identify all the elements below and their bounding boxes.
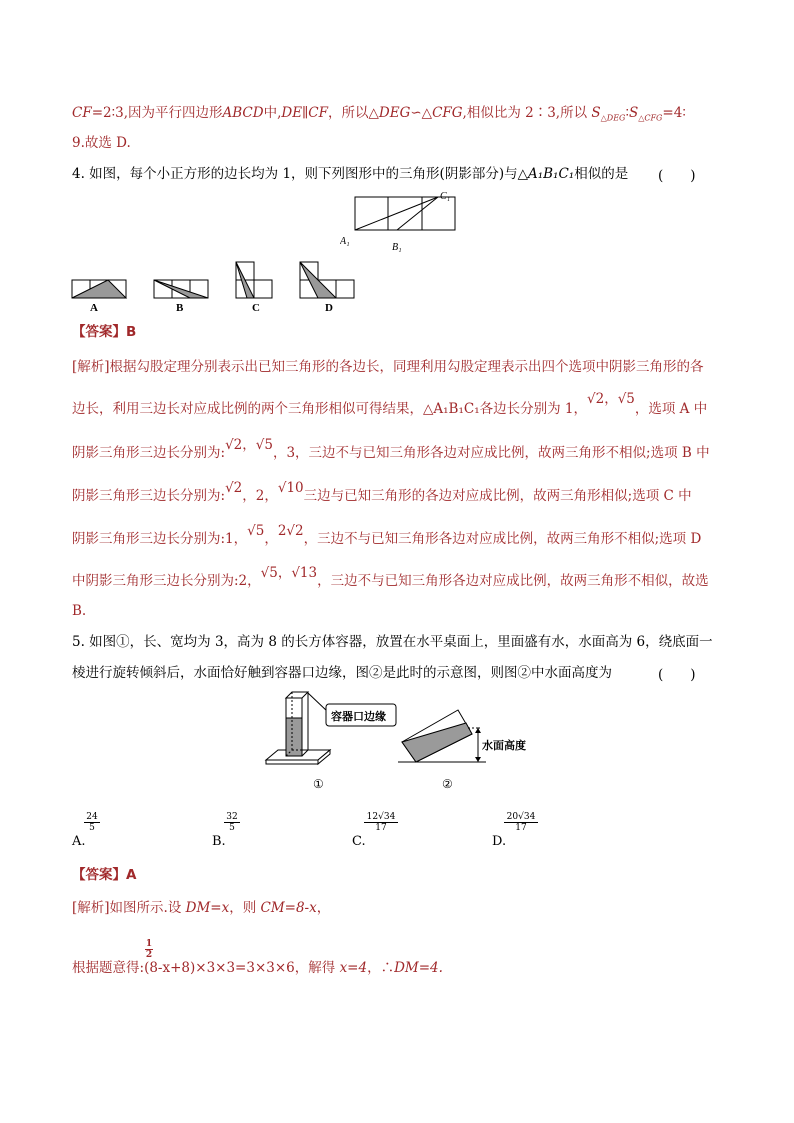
text: ，	[264, 531, 278, 547]
q5-option-b-fraction	[224, 812, 240, 833]
text-var: S	[628, 105, 639, 121]
q4-analysis-line-2	[72, 391, 708, 419]
text: =4∶	[662, 105, 686, 121]
text: 阴影三角形三边长分别为:	[72, 445, 226, 461]
denominator: 5	[84, 822, 100, 833]
text-var: DM=4.	[394, 960, 443, 976]
text: ，选项 A 中	[634, 401, 708, 417]
label-c1: C₁	[440, 191, 451, 202]
root-values: √2，√5	[587, 391, 635, 407]
figure-1-container	[266, 692, 396, 791]
subscript: △DEG	[600, 113, 626, 123]
denominator: 17	[364, 822, 398, 833]
q4-analysis-line-7: B.	[72, 603, 87, 619]
q4-stem	[72, 164, 628, 184]
text: 中阴影三角形三边长分别为:2，	[72, 573, 261, 589]
option-c-label: C	[252, 302, 260, 314]
q4-answer-paren: ( )	[658, 168, 696, 184]
label-figure-2: ②	[442, 777, 453, 791]
text: 边长，利用三边长对应成比例的两个三角形相似可得结果，△A₁B₁C₁各边长分别为 1，	[72, 401, 587, 417]
option-a-label: A	[90, 302, 98, 314]
text: ，2，	[242, 488, 278, 504]
q4-analysis-line-1: [解析]根据勾股定理分别表示出已知三角形的各边长，同理利用勾股定理表示出四个选项中阴影三角形的各	[72, 359, 704, 375]
text: =2∶3,因为平行四边形	[91, 105, 223, 121]
root-values: √5，√13	[260, 565, 318, 581]
denominator: 17	[504, 822, 538, 833]
text: ，∴	[367, 960, 395, 976]
denominator: 2	[145, 950, 153, 960]
option-c-figure	[236, 262, 272, 314]
q5-option-a: A.	[72, 834, 86, 849]
text-var: S	[591, 105, 601, 121]
option-b-label: B	[176, 302, 184, 314]
text-var: DM=x	[185, 900, 230, 916]
q4-analysis-line-6	[72, 565, 709, 591]
q5-option-a-fraction	[84, 812, 100, 833]
label-figure-1: ①	[313, 777, 324, 791]
intro-line-1	[72, 103, 686, 129]
q5-stem-line-1: 5. 如图①，长、宽均为 3，高为 8 的长方体容器，放置在水平桌面上，里面盛有水，水面高为 6，绕底面一	[72, 634, 713, 650]
q4-options-figure	[70, 258, 370, 314]
text-var: DEG	[378, 105, 411, 121]
text-var: CF	[72, 105, 92, 121]
text-var: CFG	[432, 105, 463, 121]
subscript: △CFG	[638, 113, 663, 123]
label-container-edge: 容器口边缘	[331, 711, 386, 723]
option-d-label: D	[325, 302, 333, 314]
numerator: 32	[226, 812, 238, 822]
q4-reference-figure	[340, 190, 470, 252]
q5-option-d-fraction	[504, 812, 538, 833]
root-value: √5	[247, 523, 265, 539]
q5-option-b: B.	[212, 834, 226, 849]
q5-analysis-line-2	[72, 958, 443, 978]
text: ∶	[625, 105, 629, 121]
q4-answer: 【答案】B	[72, 324, 137, 340]
figure-2-container	[398, 710, 526, 791]
label-water-height: 水面高度	[482, 740, 526, 752]
text: [解析]如图所示.设	[72, 900, 186, 916]
text: ，则	[229, 900, 261, 916]
label-b1: B₁	[392, 242, 402, 252]
label-a1: A₁	[340, 236, 350, 247]
text-var: CM=8-x	[260, 900, 317, 916]
text: ,相似比为 2∶3,所以	[462, 105, 592, 121]
text: 三边与已知三角形的各边对应成比例，故两三角形相似;选项 C 中	[303, 488, 692, 504]
option-a-figure	[72, 280, 126, 314]
text: 阴影三角形三边长分别为:1，	[72, 531, 248, 547]
numerator: 12√34	[366, 812, 396, 822]
text: ，3，三边不与已知三角形各边对应成比例，故两三角形不相似;选项 B 中	[272, 445, 710, 461]
text: ，三边不与已知三角形各边对应成比例，故两三角形不相似;选项 D	[303, 531, 702, 547]
q5-analysis-line-1	[72, 898, 330, 918]
q5-option-c: C.	[352, 834, 366, 849]
root-values: √2，√5	[225, 437, 273, 453]
text: ，	[316, 900, 331, 916]
q5-answer: 【答案】A	[72, 867, 137, 883]
option-b-figure	[154, 280, 208, 314]
text-var: x=4	[339, 960, 368, 976]
q5-answer-paren: ( )	[658, 667, 696, 683]
half-fraction	[145, 939, 153, 960]
text: 根据题意得:	[72, 960, 145, 976]
text: ，三边不与已知三角形各边对应成比例，故两三角形不相似，故选	[317, 573, 709, 589]
text-var: A₁B₁C₁	[527, 166, 575, 182]
text: (8-x+8)×3×3=3×3×6，解得	[144, 960, 340, 976]
numerator: 20√34	[506, 812, 536, 822]
root-value: √2	[225, 480, 243, 496]
q5-option-c-fraction	[364, 812, 398, 833]
text: 阴影三角形三边长分别为:	[72, 488, 226, 504]
text: 相似的是	[574, 166, 629, 182]
root-value: 2√2	[277, 523, 304, 539]
text: 中,	[263, 105, 282, 121]
intro-line-2: 9.故选 D.	[72, 135, 131, 151]
text-var: DE∥CF	[281, 105, 328, 121]
text: ，所以△	[328, 105, 379, 121]
q4-analysis-line-3	[72, 437, 710, 463]
numerator: 1	[145, 939, 153, 949]
text: ∽△	[410, 105, 433, 121]
text: 4. 如图，每个小正方形的边长均为 1，则下列图形中的三角形(阴影部分)与△	[72, 166, 528, 182]
q4-analysis-line-5	[72, 523, 702, 549]
q5-stem-line-2: 棱进行旋转倾斜后，水面恰好触到容器口边缘，图②是此时的示意图，则图②中水面高度为	[72, 665, 612, 681]
q4-analysis-line-4	[72, 480, 692, 506]
root-value: √10	[277, 480, 304, 496]
text-var: ABCD	[222, 105, 264, 121]
denominator: 5	[224, 822, 240, 833]
numerator: 24	[86, 812, 98, 822]
option-d-figure	[300, 262, 354, 314]
q5-figure	[258, 688, 548, 796]
q5-option-d: D.	[492, 834, 507, 849]
